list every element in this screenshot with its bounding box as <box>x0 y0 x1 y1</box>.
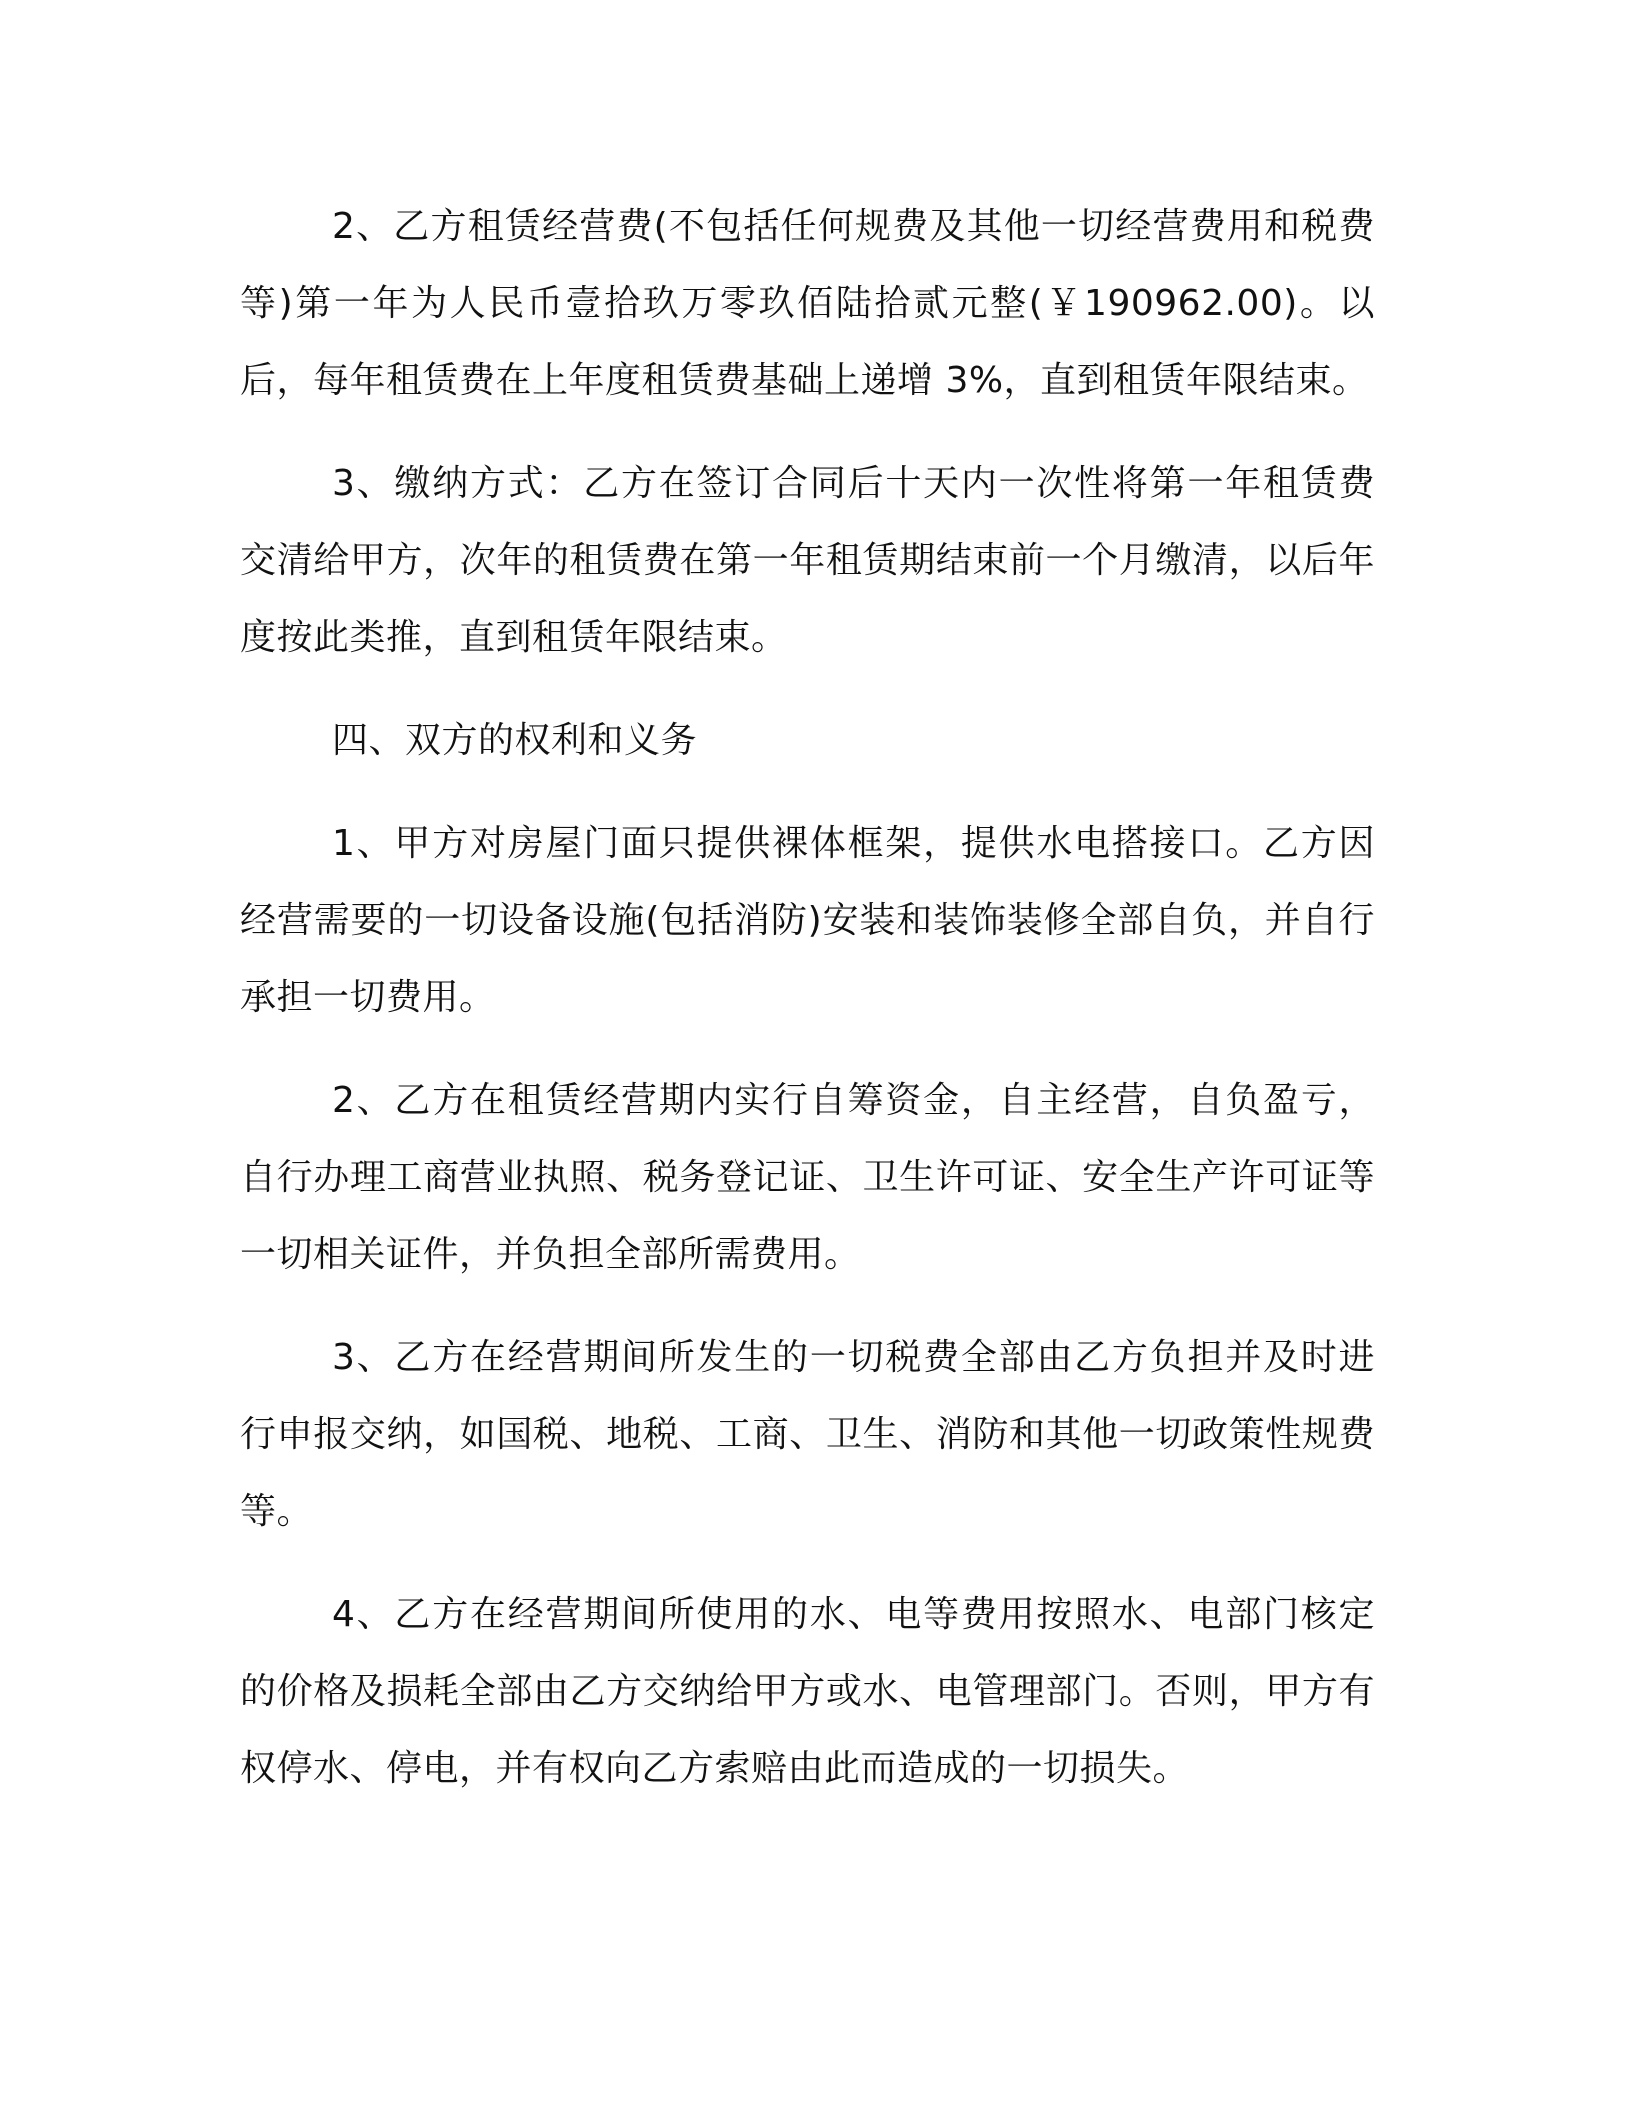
document-body <box>240 188 1375 1833</box>
paragraph-clause-4: 4、乙方在经营期间所使用的水、电等费用按照水、电部门核定的价格及损耗全部由乙方交纳给甲方或水、电管理部门。否则，甲方有权停水、停电，并有权向乙方索赔由此而造成的一切损失。 <box>240 1594 1375 1789</box>
paragraph-rent-fee: 2、乙方租赁经营费(不包括任何规费及其他一切经营费用和税费等)第一年为人民币壹拾玖万零玖佰陆拾贰元整(￥190962.00)。以后，每年租赁费在上年度租赁费基础上递增 3%，直到租赁年限结束。 <box>240 206 1375 401</box>
paragraph-clause-2: 2、乙方在租赁经营期内实行自筹资金，自主经营，自负盈亏，自行办理工商营业执照、税务登记证、卫生许可证、安全生产许可证等一切相关证件，并负担全部所需费用。 <box>240 1080 1375 1275</box>
paragraph-clause-1: 1、甲方对房屋门面只提供裸体框架，提供水电搭接口。乙方因经营需要的一切设备设施(包括消防)安装和装饰装修全部自负，并自行承担一切费用。 <box>240 823 1375 1018</box>
paragraph-payment-method: 3、缴纳方式：乙方在签订合同后十天内一次性将第一年租赁费交清给甲方，次年的租赁费在第一年租赁期结束前一个月缴清，以后年度按此类推，直到租赁年限结束。 <box>240 463 1375 658</box>
paragraph-clause-3: 3、乙方在经营期间所发生的一切税费全部由乙方负担并及时进行申报交纳，如国税、地税、工商、卫生、消防和其他一切政策性规费等。 <box>240 1337 1375 1532</box>
section-heading-rights-obligations: 四、双方的权利和义务 <box>332 720 698 761</box>
